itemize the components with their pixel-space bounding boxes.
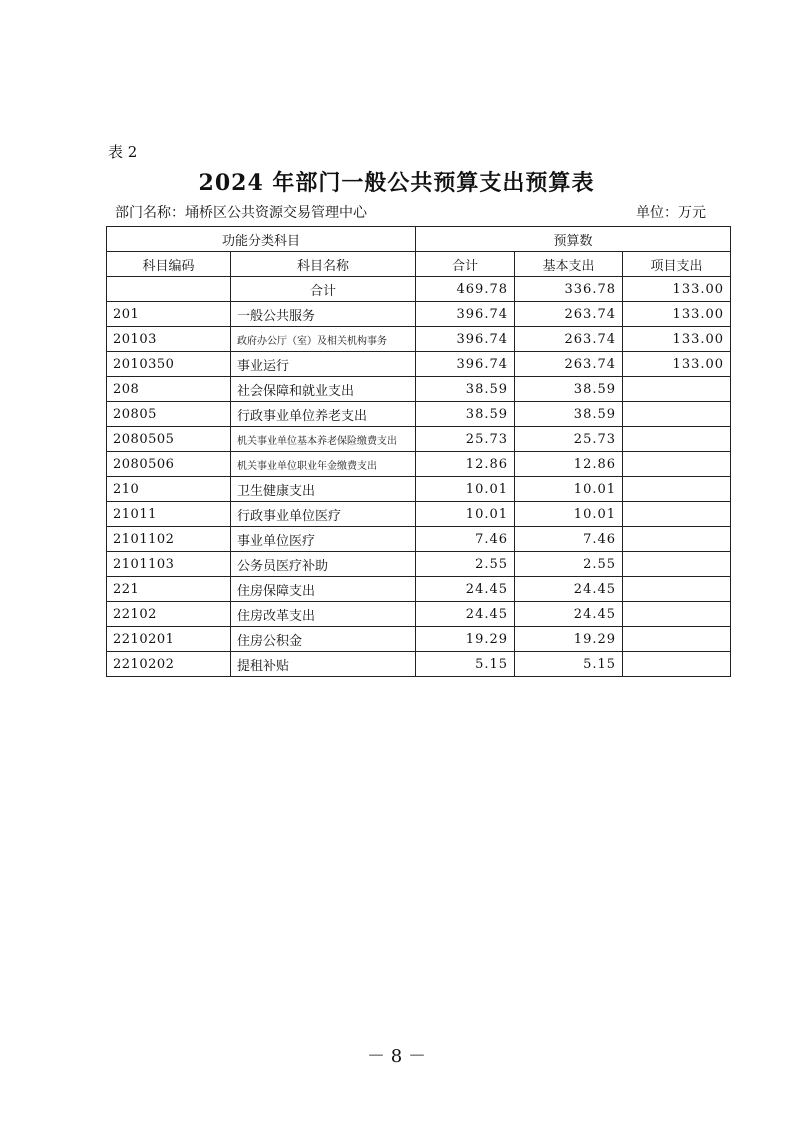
row-total: 10.01 [416,502,515,527]
table-row [107,602,731,627]
row-project: 133.00 [623,352,731,377]
row-basic: 24.45 [515,602,623,627]
row-name: 公务员医疗补助 [231,552,416,577]
table-label: 表 2 [108,143,138,161]
row-total: 38.59 [416,377,515,402]
row-project [623,402,731,427]
row-total: 24.45 [416,602,515,627]
table-row [107,352,731,377]
row-project [623,652,731,677]
row-basic: 12.86 [515,452,623,477]
row-project [623,427,731,452]
row-name: 住房公积金 [231,627,416,652]
header-basic: 基本支出 [515,252,623,277]
header-budget: 预算数 [416,227,731,252]
row-code: 21011 [107,502,231,527]
header-row-columns [107,252,731,277]
header-total: 合计 [416,252,515,277]
row-code: 2210202 [107,652,231,677]
row-basic: 2.55 [515,552,623,577]
row-project [623,502,731,527]
header-functional: 功能分类科目 [107,227,416,252]
row-total: 396.74 [416,302,515,327]
header-project: 项目支出 [623,252,731,277]
row-code: 2010350 [107,352,231,377]
row-name: 机关事业单位基本养老保险缴费支出 [231,427,416,452]
header-row-group [107,227,731,252]
budget-table [106,226,731,677]
row-basic: 10.01 [515,502,623,527]
row-name: 事业单位医疗 [231,527,416,552]
row-total: 2.55 [416,552,515,577]
table-row [107,427,731,452]
row-basic: 7.46 [515,527,623,552]
table-row [107,452,731,477]
table-row [107,402,731,427]
table-row [107,327,731,352]
row-basic: 38.59 [515,377,623,402]
row-total: 5.15 [416,652,515,677]
row-total: 469.78 [416,277,515,302]
row-code: 2210201 [107,627,231,652]
table-row [107,652,731,677]
row-name: 社会保障和就业支出 [231,377,416,402]
row-project [623,627,731,652]
row-name: 政府办公厅（室）及相关机构事务 [231,327,416,352]
header-name: 科目名称 [231,252,416,277]
row-basic: 263.74 [515,302,623,327]
row-total: 396.74 [416,352,515,377]
row-name: 住房改革支出 [231,602,416,627]
row-total: 7.46 [416,527,515,552]
row-name: 一般公共服务 [231,302,416,327]
row-name: 卫生健康支出 [231,477,416,502]
row-name: 提租补贴 [231,652,416,677]
row-basic: 38.59 [515,402,623,427]
row-project [623,602,731,627]
row-total: 12.86 [416,452,515,477]
row-code [107,277,231,302]
header-code: 科目编码 [107,252,231,277]
row-code: 2101103 [107,552,231,577]
row-code: 201 [107,302,231,327]
table-row [107,527,731,552]
row-basic: 263.74 [515,352,623,377]
document-title: 2024 年部门一般公共预算支出预算表 [198,170,595,196]
row-basic: 5.15 [515,652,623,677]
row-total: 38.59 [416,402,515,427]
row-name: 机关事业单位职业年金缴费支出 [231,452,416,477]
row-basic: 336.78 [515,277,623,302]
row-total: 19.29 [416,627,515,652]
row-code: 20805 [107,402,231,427]
table-row [107,577,731,602]
table-row [107,552,731,577]
row-project: 133.00 [623,302,731,327]
row-code: 2080506 [107,452,231,477]
table-row [107,277,731,302]
table-row [107,627,731,652]
row-total: 25.73 [416,427,515,452]
row-basic: 10.01 [515,477,623,502]
table-row [107,302,731,327]
row-basic: 19.29 [515,627,623,652]
row-code: 210 [107,477,231,502]
row-total: 396.74 [416,327,515,352]
row-project [623,377,731,402]
unit-label: 单位：万元 [636,205,706,221]
row-project [623,577,731,602]
row-project [623,452,731,477]
row-code: 2101102 [107,527,231,552]
row-code: 2080505 [107,427,231,452]
row-name: 住房保障支出 [231,577,416,602]
row-basic: 25.73 [515,427,623,452]
row-total: 10.01 [416,477,515,502]
row-project [623,527,731,552]
row-project: 133.00 [623,327,731,352]
row-name: 行政事业单位医疗 [231,502,416,527]
row-name: 事业运行 [231,352,416,377]
row-project: 133.00 [623,277,731,302]
row-code: 22102 [107,602,231,627]
row-code: 20103 [107,327,231,352]
row-project [623,552,731,577]
row-basic: 24.45 [515,577,623,602]
row-code: 208 [107,377,231,402]
page-number: － 8 － [367,1046,426,1067]
row-basic: 263.74 [515,327,623,352]
row-total: 24.45 [416,577,515,602]
table-row [107,477,731,502]
row-project [623,477,731,502]
row-code: 221 [107,577,231,602]
row-name: 行政事业单位养老支出 [231,402,416,427]
table-row [107,377,731,402]
department-name: 部门名称：埇桥区公共资源交易管理中心 [115,205,367,221]
row-name: 合计 [231,277,416,302]
table-row [107,502,731,527]
